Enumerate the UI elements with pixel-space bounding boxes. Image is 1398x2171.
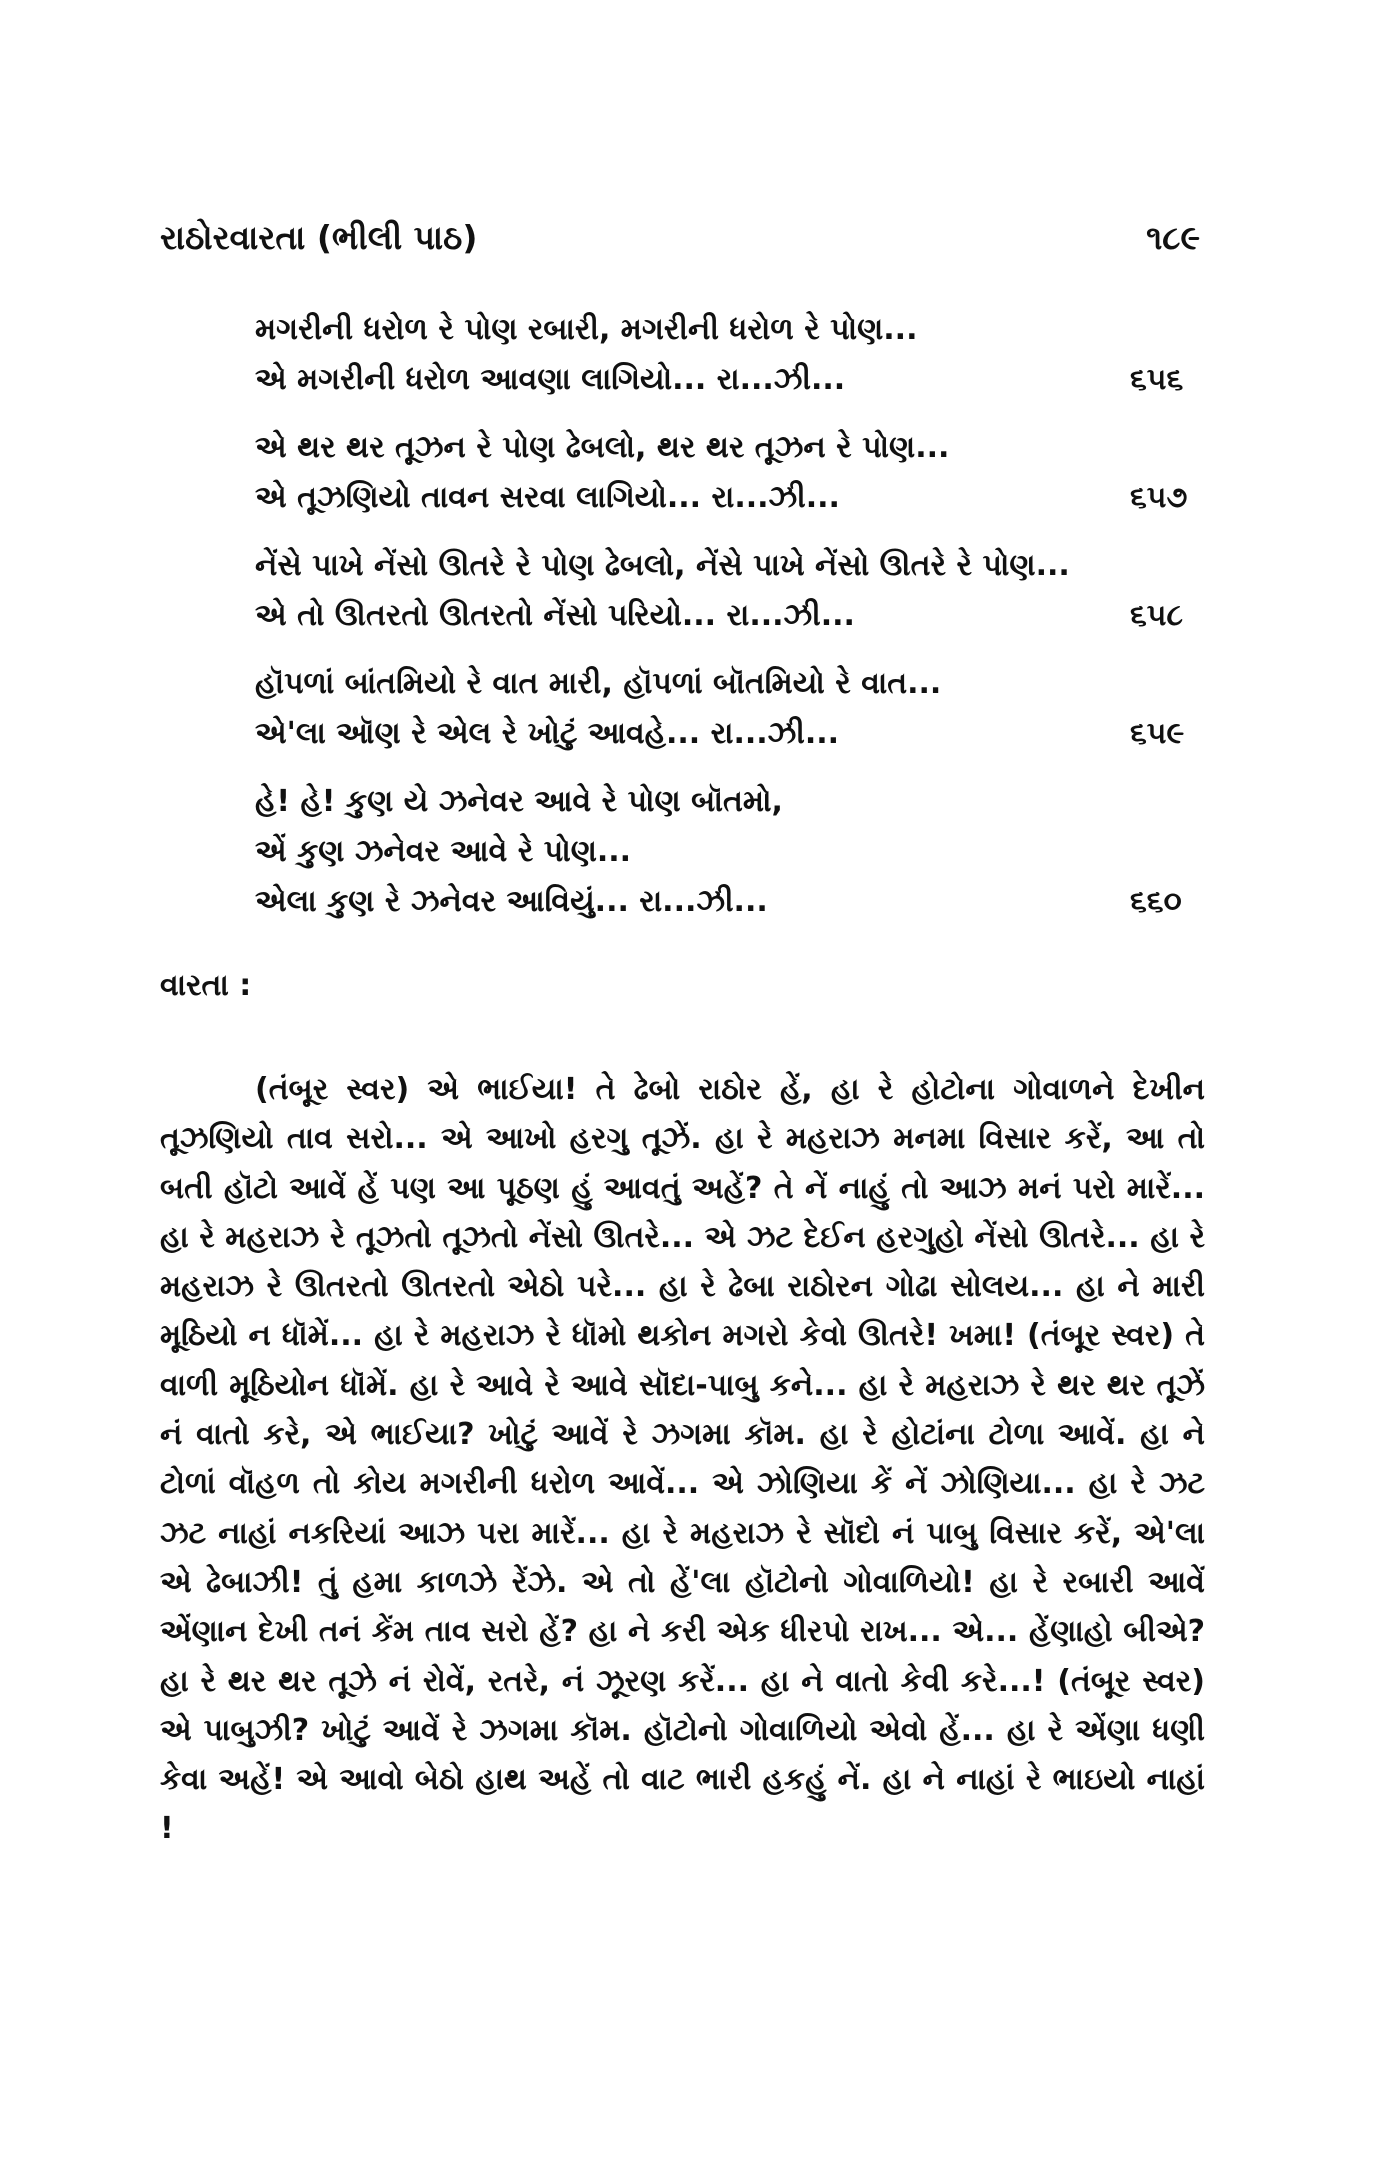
verse-stanza [255, 541, 1210, 641]
verse-stanza [255, 659, 1210, 759]
story-paragraph: (તંબૂર સ્વર) એ ભાઈયા! તે ઢેબો રાઠોર હેં, હા રે હોટોના ગોવાળને દેખીન તૂઝણિયો તાવ સરો... એ આખો હરગુ તૂઝેં. હા રે મહરાઝ મનમા વિસાર કરેં, આ તો બતી હૉટો આવેં હેં પણ આ પૂઠણ હું આવતું અહેં? તે નેં નાહું તો આઝ મનં પરો મારેં... હા રે મહરાઝ રે તૂઝતો તૂઝતો નેંસો ઊતરે... એ ઝટ દેઈન હરગુહો નેંસો ઊતરે... હા રે મહરાઝ રે ઊતરતો ઊતરતો એઠો પરે... હા રે ઢેબા રાઠોરન ગોઢા સોલય... હા ને મારી મૂઠિયો ન ધૉમેં... હા રે મહરાઝ રે ધૉમો થકોન મગરો કેવો ઊતરે! ખમા! (તંબૂર સ્વર) તે વાળી મૂઠિયોન ધૉમેં. હા રે આવે રે આવે સૉદા-પાબુ કને... હા રે મહરાઝ રે થર થર તૂઝેં નં વાતો કરે, એ ભાઈયા? ખોટું આવેં રે ઝગમા કૉમ. હા રે હોટાંના ટોળા આવેં. હા ને ટોળાં વૉહળ તો કોય મગરીની ધરોળ આવેં... એ ઝોણિયા કેં નેં ઝોણિયા... હા રે ઝટ ઝટ નાહાં નકરિયાં આઝ પરા મારેં... હા રે મહરાઝ રે સૉદો નં પાબુ વિસાર કરેં, એ'લા એ ઢેબાઝી! તું હમા કાળઝે રેંઝે. એ તો હેં'લા હૉટોનો ગોવાળિયો! હા રે રબારી આવેં એંણાન દેખી તનં કેંમ તાવ સરો હેં? હા ને કરી એક ધીરપો રાખ... એ... હેંણાહો બીએ? હા રે થર થર તૂઝે નં રોવેં, રતરે, નં ઝૂરણ કરેં... હા ને વાતો કેવી કરે...! (તંબૂર સ્વર) એ પાબુઝી? ખોટું આવેં રે ઝગમા કૉમ. હૉટોનો ગોવાળિયો એવો હેં... હા રે એંણા ધણી કેવા અહેં! એ આવો બેઠો હાથ અહેં તો વાટ ભારી હકહું નેં. હા ને નાહાં રે ભાઇયો નાહાં ! [160, 1072, 1205, 1847]
verse-text: મગરીની ધરોળ રે પોણ રબારી, મગરીની ધરોળ રે પોણ... [255, 312, 918, 347]
verse-line [255, 423, 1210, 473]
verse-text: હૉપળાં બાંતમિયો રે વાત મારી, હૉપળાં બૉતમિયો રે વાત... [255, 666, 942, 701]
verse-stanza [255, 423, 1210, 523]
verse-line [255, 591, 1210, 641]
verse-line [255, 827, 1210, 877]
verse-text: એ તૂઝણિયો તાવન સરવા લાગિયો... રા...ઝી... [255, 480, 840, 515]
verse-line [255, 777, 1210, 827]
verse-line [255, 877, 1210, 927]
verse-text: હે! હે! કુણ યે ઝનેવર આવે રે પોણ બૉતમો, [255, 784, 783, 819]
verse-text: એ થર થર તૂઝન રે પોણ ઢેબલો, થર થર તૂઝન રે પોણ... [255, 430, 950, 465]
verse-line [255, 473, 1210, 523]
running-title: રાઠોરવારતા (ભીલી પાઠ) [160, 218, 478, 257]
page-number: ૧૮૯ [1146, 218, 1200, 257]
verse-line [255, 541, 1210, 591]
verse-text: એ મગરીની ધરોળ આવણા લાગિયો... રા...ઝી... [255, 362, 846, 397]
verse-number: ૬૫૭ [1130, 480, 1188, 515]
verse-stanza [255, 305, 1210, 405]
verse-line [255, 355, 1210, 405]
verse-text: એં કુણ ઝનેવર આવે રે પોણ... [255, 834, 632, 869]
page-header [160, 218, 1200, 278]
verse-number: ૬૫૯ [1130, 716, 1185, 751]
verse-number: ૬૫૬ [1130, 362, 1184, 397]
verse-line [255, 659, 1210, 709]
verse-block [255, 305, 1210, 945]
verse-text: એ તો ઊતરતો ઊતરતો નેંસો પરિયો... રા...ઝી... [255, 598, 855, 633]
verse-text: નેંસે પાખે નેંસો ઊતરે રે પોણ ઢેબલો, નેંસે પાખે નેંસો ઊતરે રે પોણ... [255, 548, 1070, 583]
verse-number: ૬૫૮ [1130, 598, 1184, 633]
verse-line [255, 709, 1210, 759]
section-heading: વારતા : [160, 968, 252, 1003]
verse-number: ૬૬૦ [1130, 884, 1182, 919]
verse-stanza [255, 777, 1210, 927]
verse-text: એ'લા ઑણ રે એલ રે ખોટું આવહે... રા...ઝી... [255, 716, 840, 751]
verse-text: એલા કુણ રે ઝનેવર આવિયું... રા...ઝી... [255, 884, 768, 919]
verse-line [255, 305, 1210, 355]
